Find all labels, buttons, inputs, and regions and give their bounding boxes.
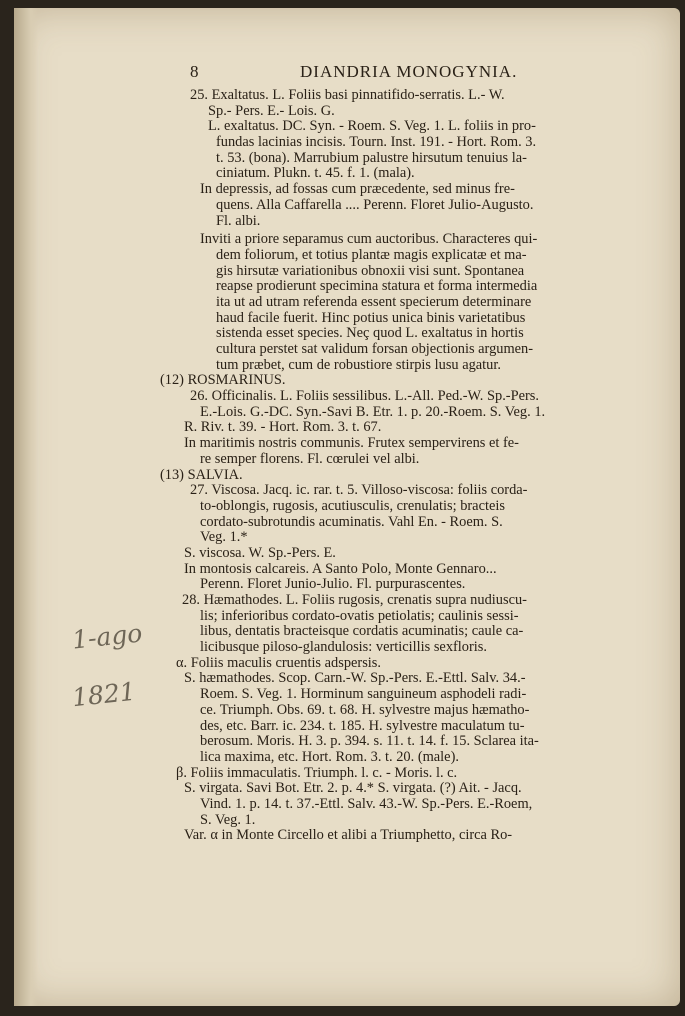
text-line: reapse prodierunt specimina statura et forma intermedia: [216, 278, 538, 295]
text-line: Vind. 1. p. 14. t. 37.-Ettl. Salv. 43.-W. Sp.-Pers. E.-Roem,: [200, 795, 533, 812]
text-line: 27. Viscosa. Jacq. ic. rar. t. 5. Villoso-viscosa: foliis corda-: [190, 482, 528, 499]
text-line: gis hirsutæ variationibus obnoxii visi sunt. Spontanea: [216, 262, 525, 279]
text-line: sistenda esset species. Neç quod L. exaltatus in hortis: [216, 325, 524, 342]
text-line: Inviti a priore separamus cum auctoribus. Characteres qui-: [200, 231, 538, 248]
text-line: Fl. albi.: [216, 212, 261, 229]
text-line: Roem. S. Veg. 1. Horminum sanguineum asphodeli radi-: [200, 686, 527, 703]
text-line: licibusque piloso-glandulosis: verticillis sexfloris.: [200, 639, 487, 656]
text-line: berosum. Moris. H. 3. p. 394. s. 11. t. 14. f. 15. Sclarea ita-: [200, 733, 539, 750]
text-line: cultura perstet sat validum forsan objectionis argumen-: [216, 341, 534, 357]
text-line: Perenn. Floret Junio-Julio. Fl. purpurascentes.: [200, 576, 466, 593]
page-number: 8: [190, 62, 200, 81]
text-line: In maritimis nostris communis. Frutex sempervirens et fe-: [184, 435, 519, 452]
text-line: S. Veg. 1.: [200, 811, 256, 828]
text-line: (12) ROSMARINUS.: [160, 372, 286, 389]
text-line: R. Riv. t. 39. - Hort. Rom. 3. t. 67.: [184, 419, 382, 436]
text-line: des, etc. Barr. ic. 234. t. 185. H. sylvestre maculatum tu-: [200, 717, 525, 734]
text-line: S. viscosa. W. Sp.-Pers. E.: [184, 544, 336, 561]
text-line: ciniatum. Plukn. t. 45. f. 1. (mala).: [216, 165, 415, 182]
text-line: dem foliorum, et totius plantæ magis explicatæ et ma-: [216, 246, 527, 263]
text-line: lis; inferioribus cordato-ovatis petiolatis; caulinis sessi-: [200, 607, 519, 624]
text-line: libus, dentatis bracteisque cordatis acuminatis; caule ca-: [200, 623, 524, 640]
text-line: Var. α in Monte Circello et alibi a Triumphetto, circa Ro-: [184, 827, 513, 844]
text-line: In montosis calcareis. A Santo Polo, Monte Gennaro...: [184, 560, 497, 577]
text-line: S. virgata. Savi Bot. Etr. 2. p. 4.* S. virgata. (?) Ait. - Jacq.: [184, 780, 522, 797]
text-line: Sp.- Pers. E.- Lois. G.: [208, 102, 335, 119]
text-line: S. hæmathodes. Scop. Carn.-W. Sp.-Pers. E.-Ettl. Salv. 34.-: [184, 670, 526, 687]
text-line: 28. Hæmathodes. L. Foliis rugosis, crenatis supra nudiuscu-: [182, 592, 527, 608]
text-line: fundas lacinias incisis. Tourn. Inst. 191. - Hort. Rom. 3.: [216, 134, 537, 151]
text-line: to-oblongis, rugosis, acutiusculis, crenulatis; bracteis: [200, 497, 505, 514]
page-header: [0, 62, 685, 88]
text-line: Veg. 1.*: [200, 529, 248, 546]
text-line: ita ut ad utram referenda essent specierum determinare: [216, 293, 532, 310]
text-line: t. 53. (bona). Marrubium palustre hirsutum tenuius la-: [216, 149, 527, 166]
text-line: haud facile fuerit. Hinc potius unica binis varietatibus: [216, 309, 526, 326]
handwritten-margin-note: 1-ago: [70, 618, 144, 655]
text-line: α. Foliis maculis cruentis adspersis.: [176, 654, 381, 671]
handwritten-margin-note: 1821: [70, 676, 137, 713]
text-line: cordato-subrotundis acuminatis. Vahl En. - Roem. S.: [200, 513, 503, 530]
text-line: ce. Triumph. Obs. 69. t. 68. H. sylvestre majus hæmatho-: [200, 701, 530, 718]
text-line: re semper florens. Fl. cœrulei vel albi.: [200, 450, 420, 467]
running-title: DIANDRIA MONOGYNIA.: [300, 62, 518, 81]
text-line: In depressis, ad fossas cum præcedente, sed minus fre-: [200, 181, 515, 198]
text-line: 25. Exaltatus. L. Foliis basi pinnatifido-serratis. L.- W.: [190, 87, 505, 103]
text-line: lica maxima, etc. Hort. Rom. 3. t. 20. (male).: [200, 748, 459, 765]
text-line: L. exaltatus. DC. Syn. - Roem. S. Veg. 1. L. foliis in pro-: [208, 118, 536, 135]
text-line: tum præbet, cum de robustiore stirpis lusu agatur.: [216, 356, 501, 373]
body-text: [160, 88, 640, 844]
page-spine-shadow: [14, 8, 38, 1006]
text-line: (13) SALVIA.: [160, 466, 243, 483]
text-line: β. Foliis immaculatis. Triumph. l. c. - Moris. l. c.: [176, 764, 458, 781]
text-line: quens. Alla Caffarella .... Perenn. Floret Julio-Augusto.: [216, 196, 534, 213]
text-line: 26. Officinalis. L. Foliis sessilibus. L.-All. Ped.-W. Sp.-Pers.: [190, 388, 539, 405]
text-line: E.-Lois. G.-DC. Syn.-Savi B. Etr. 1. p. 20.-Roem. S. Veg. 1.: [200, 403, 546, 420]
